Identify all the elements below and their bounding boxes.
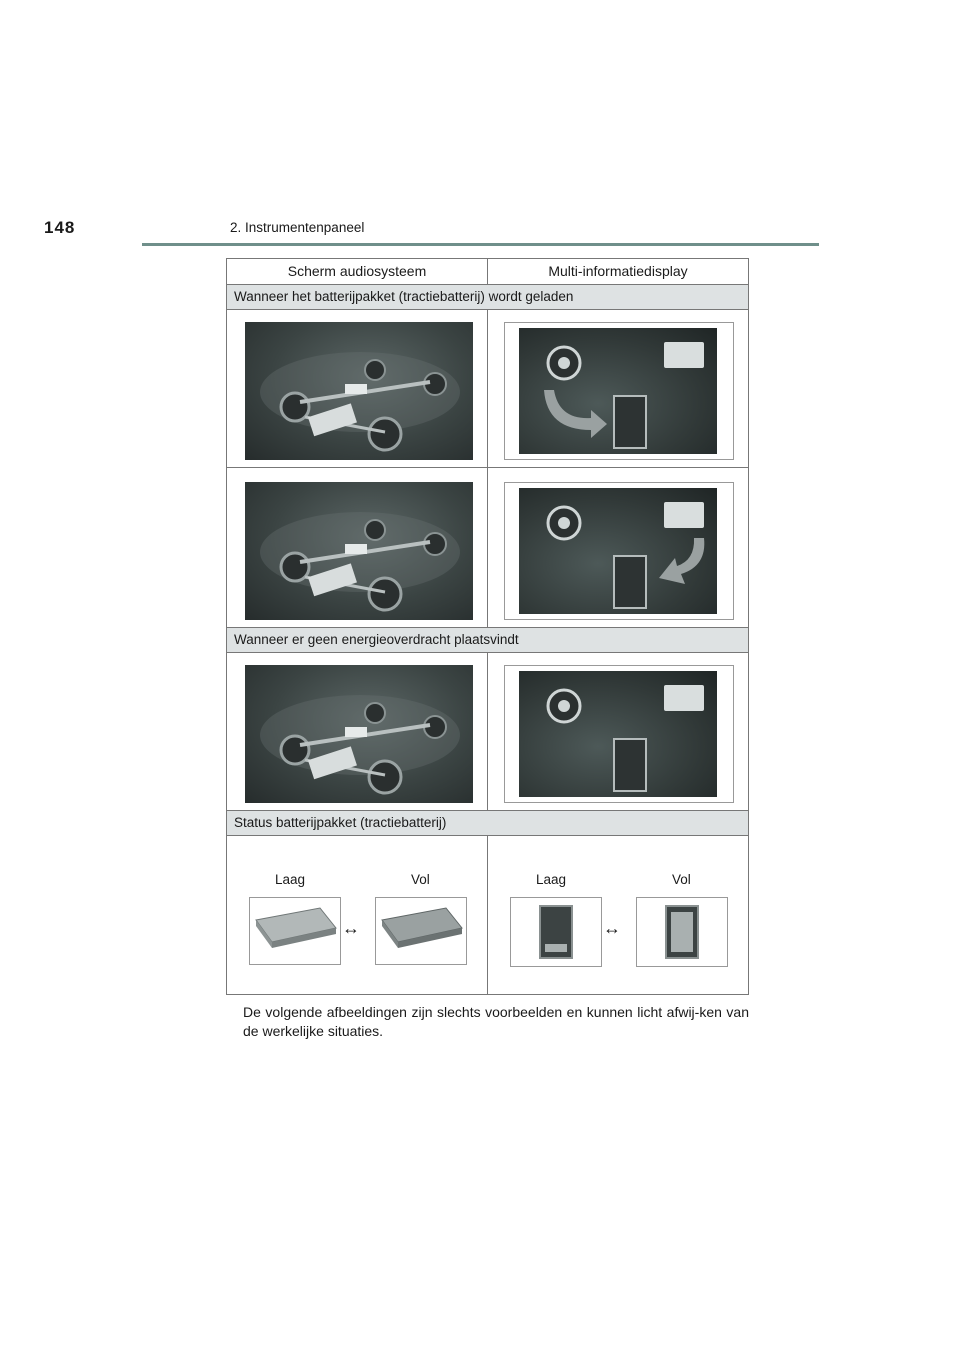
chassis-icon	[245, 482, 473, 620]
label-full: Vol	[672, 872, 691, 887]
battery-low-icon	[250, 898, 340, 964]
mid-battery-low-image	[510, 897, 602, 967]
mid-status-cell	[488, 836, 748, 994]
band-battery-status: Status batterijpakket (tractiebatterij)	[227, 811, 748, 836]
arrow-icon: ↔	[603, 918, 621, 938]
energy-monitor-table	[226, 258, 749, 995]
disclaimer-note: De volgende afbeeldingen zijn slechts voorbeelden en kunnen licht afwij-ken van de werkelijke situaties.	[243, 1004, 749, 1039]
label-low: Laag	[536, 872, 567, 887]
image-row-charging-2	[227, 468, 748, 628]
mid-screen-cell	[488, 653, 748, 810]
engine-charging-flow-icon	[519, 488, 717, 614]
battery-status-row	[227, 836, 748, 994]
charging-flow-icon	[519, 328, 717, 454]
chassis-icon	[245, 322, 473, 460]
mid-frame	[504, 665, 734, 803]
mid-frame	[504, 482, 734, 620]
mid-display	[519, 328, 717, 454]
chassis-illustration	[245, 482, 473, 620]
battery-full-image	[375, 897, 467, 965]
battery-low-icon	[511, 898, 601, 966]
audio-screen-cell	[227, 653, 488, 810]
chassis-icon	[245, 665, 473, 803]
image-row-charging-1	[227, 310, 748, 468]
header-rule	[142, 243, 819, 246]
section-title: 2. Instrumentenpaneel	[230, 220, 365, 235]
mid-screen-cell	[488, 468, 748, 627]
column-header-audio: Scherm audiosysteem	[227, 259, 488, 284]
arrow-icon: ↔	[342, 918, 360, 938]
audio-status-cell	[227, 836, 488, 994]
mid-battery-full-image	[636, 897, 728, 967]
chassis-illustration	[245, 665, 473, 803]
chassis-illustration	[245, 322, 473, 460]
page-header	[142, 0, 819, 246]
mid-screen-cell	[488, 310, 748, 467]
battery-full-icon	[637, 898, 727, 966]
battery-full-icon	[376, 898, 466, 964]
mid-display	[519, 488, 717, 614]
mid-frame	[504, 322, 734, 460]
mid-display	[519, 671, 717, 797]
column-header-mid: Multi-informatiedisplay	[548, 263, 688, 279]
audio-screen-cell	[227, 310, 488, 467]
image-row-no-transfer	[227, 653, 748, 811]
page-number: 148	[44, 218, 76, 237]
table-header-row	[227, 259, 748, 285]
audio-screen-cell	[227, 468, 488, 627]
battery-low-image	[249, 897, 341, 965]
band-charging: Wanneer het batterijpakket (tractiebatterij) wordt geladen	[227, 285, 748, 310]
label-full: Vol	[411, 872, 430, 887]
band-no-transfer: Wanneer er geen energieoverdracht plaatsvindt	[227, 628, 748, 653]
label-low: Laag	[275, 872, 306, 887]
idle-flow-icon	[519, 671, 717, 797]
